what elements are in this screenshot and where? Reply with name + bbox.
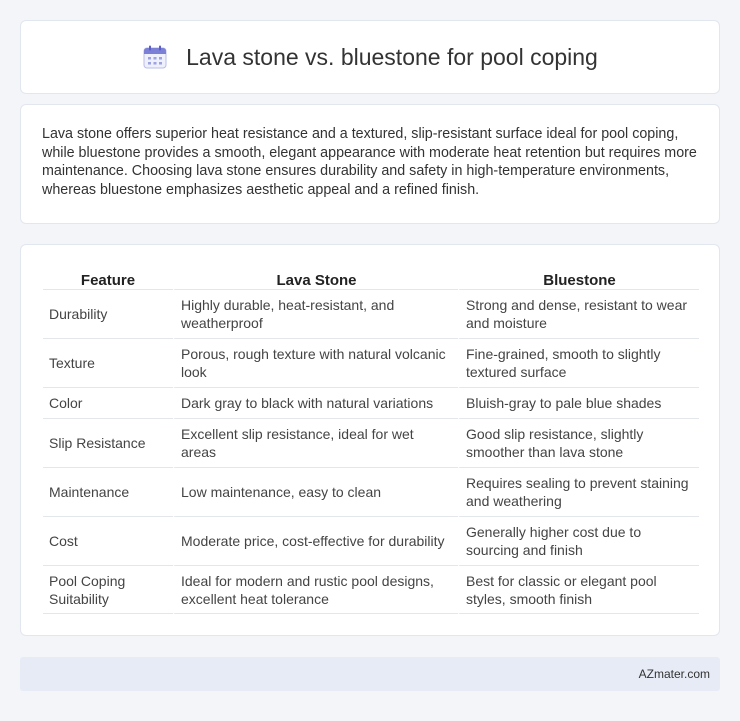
feature-cell: Maintenance (43, 467, 173, 516)
bluestone-cell: Best for classic or elegant pool styles, smooth finish (458, 565, 699, 614)
calendar-icon (142, 44, 168, 70)
header-bluestone: Bluestone (458, 265, 699, 289)
lava-cell: Low maintenance, easy to clean (173, 467, 458, 516)
header-feature: Feature (80, 271, 136, 289)
bluestone-cell: Requires sealing to prevent staining and weathering (458, 467, 699, 516)
feature-cell: Durability (43, 289, 173, 338)
table-header-row (43, 265, 699, 289)
lava-cell: Moderate price, cost-effective for durability (173, 516, 458, 565)
feature-cell: Color (43, 387, 173, 418)
lava-cell: Ideal for modern and rustic pool designs, excellent heat tolerance (173, 565, 458, 614)
feature-cell: Slip Resistance (43, 418, 173, 467)
lava-cell: Highly durable, heat-resistant, and weatherproof (173, 289, 458, 338)
summary-card (20, 104, 720, 224)
lava-cell: Dark gray to black with natural variations (173, 387, 458, 418)
table-row (43, 418, 699, 467)
lava-cell: Excellent slip resistance, ideal for wet areas (173, 418, 458, 467)
table-row (43, 387, 699, 418)
footer-brand: AZmater.com (638, 667, 710, 681)
table-row (43, 516, 699, 565)
table-row (43, 565, 699, 614)
bluestone-cell: Bluish-gray to pale blue shades (458, 387, 699, 418)
bluestone-cell: Fine-grained, smooth to slightly textured surface (458, 338, 699, 387)
bluestone-cell: Good slip resistance, slightly smoother than lava stone (458, 418, 699, 467)
footer (20, 657, 720, 691)
feature-cell: Cost (43, 516, 173, 565)
header-lava-stone: Lava Stone (173, 265, 458, 289)
comparison-table-card (20, 244, 720, 636)
table-row (43, 338, 699, 387)
table-row (43, 289, 699, 338)
bluestone-cell: Generally higher cost due to sourcing and finish (458, 516, 699, 565)
title-card (20, 20, 720, 94)
page-title: Lava stone vs. bluestone for pool coping (186, 43, 598, 70)
feature-cell: Texture (43, 338, 173, 387)
lava-cell: Porous, rough texture with natural volcanic look (173, 338, 458, 387)
comparison-table (43, 265, 699, 614)
bluestone-cell: Strong and dense, resistant to wear and moisture (458, 289, 699, 338)
feature-cell: Pool Coping Suitability (43, 565, 173, 614)
table-row (43, 467, 699, 516)
summary-text: Lava stone offers superior heat resistance and a textured, slip-resistant surface ideal for pool coping, while bluestone provides a smooth, elegant appearance with moderate heat retention but requires more maintenance. Choosing lava stone ensures durability and safety in high-temperature environments, whereas bluestone emphasizes aesthetic appeal and a refined finish. (42, 126, 697, 198)
